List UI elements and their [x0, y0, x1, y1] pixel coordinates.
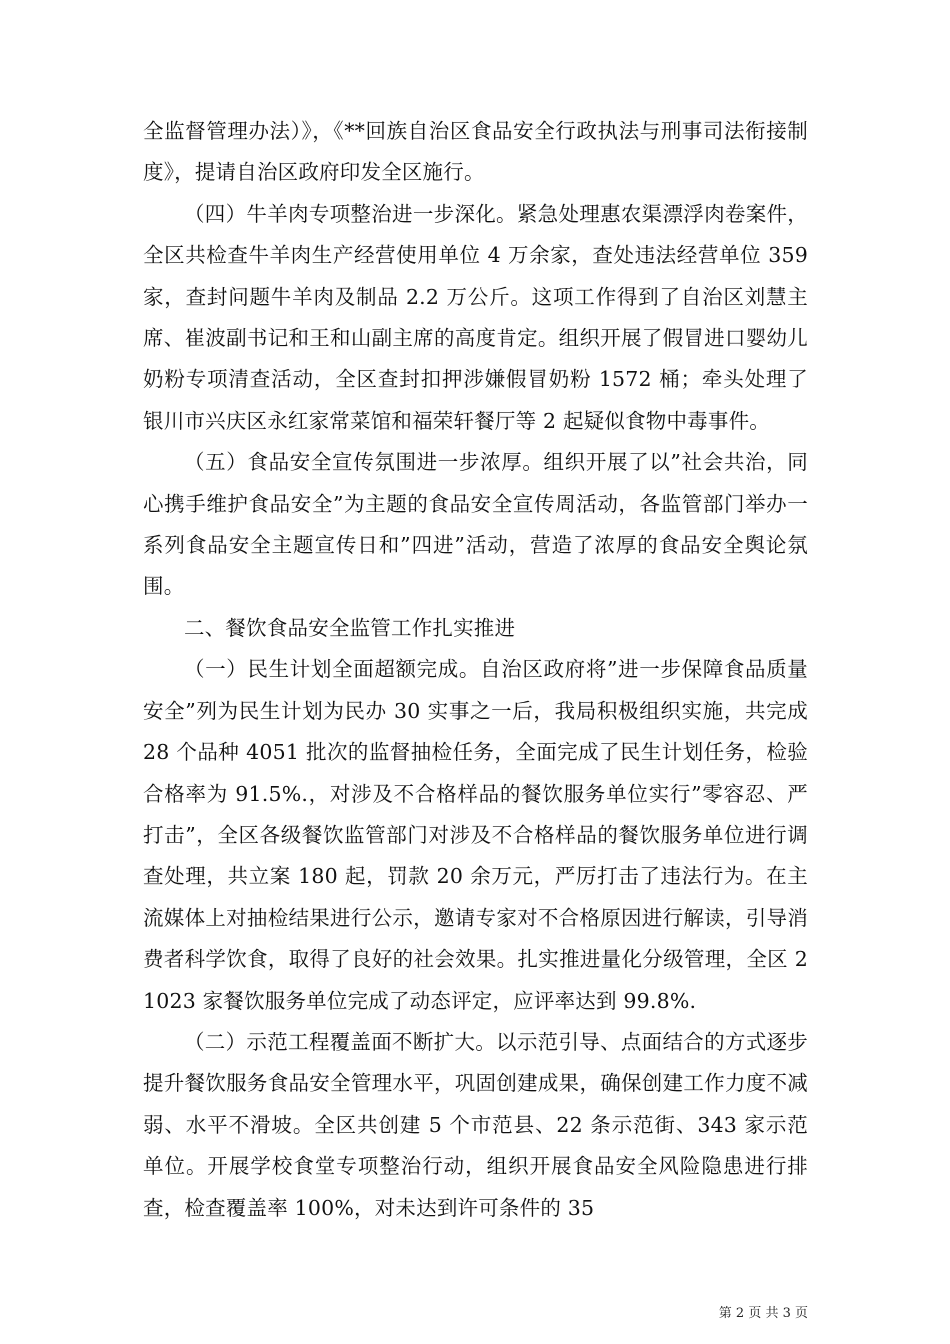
page-number-footer: 第 2 页 共 3 页: [718, 1306, 808, 1321]
document-body: [143, 111, 808, 1229]
section-heading-2: 二、餐饮食品安全监管工作扎实推进: [184, 615, 516, 640]
paragraph-section-5: （五）食品安全宣传氛围进一步浓厚。组织开展了以”社会共治，同心携手维护食品安全”为主题的食品安全宣传周活动，各监管部门举办一系列食品安全主题宣传日和”四进”活动，营造了浓厚的食品安全舆论氛围。: [143, 450, 808, 599]
paragraph-section-2-2: （二）示范工程覆盖面不断扩大。以示范引导、点面结合的方式逐步提升餐饮服务食品安全管理水平，巩固创建成果，确保创建工作力度不减弱、水平不滑坡。全区共创建 5 个市范县、22 条示范街、343 家示范单位。开展学校食堂专项整治行动，组织开展食品安全风险隐患进行排查，检查覆盖率 100%，对未达到许可条件的 35: [143, 1029, 808, 1220]
paragraph-section-2-1: （一）民生计划全面超额完成。自治区政府将”进一步保障食品质量安全”列为民生计划为民办 30 实事之一后，我局积极组织实施，共完成 28 个品种 4051 批次的监督抽检任务，全面完成了民生计划任务，检验合格率为 91.5%.，对涉及不合格样品的餐饮服务单位实行”零容忍、严打击”，全区各级餐饮监管部门对涉及不合格样品的餐饮服务单位进行调查处理，共立案 180 起，罚款 20 余万元，严厉打击了违法行为。在主流媒体上对抽检结果进行公示，邀请专家对不合格原因进行解读，引导消费者科学饮食，取得了良好的社会效果。扎实推进量化分级管理，全区 21023 家餐饮服务单位完成了动态评定，应评率达到 99.8%.: [143, 657, 808, 1013]
paragraph-section-4: （四）牛羊肉专项整治进一步深化。紧急处理惠农渠漂浮肉卷案件，全区共检查牛羊肉生产经营使用单位 4 万余家，查处违法经营单位 359 家，查封问题牛羊肉及制品 2.2 万公斤。这项工作得到了自治区刘慧主席、崔波副书记和王和山副主席的高度肯定。组织开展了假冒进口婴幼儿奶粉专项清查活动，全区查封扣押涉嫌假冒奶粉 1572 桶；牵头处理了银川市兴庆区永红家常菜馆和福荣轩餐厅等 2 起疑似食物中毒事件。: [143, 201, 808, 433]
paragraph-continuation: 全监督管理办法）》，《**回族自治区食品安全行政执法与刑事司法衔接制度》，提请自治区政府印发全区施行。: [143, 119, 808, 185]
